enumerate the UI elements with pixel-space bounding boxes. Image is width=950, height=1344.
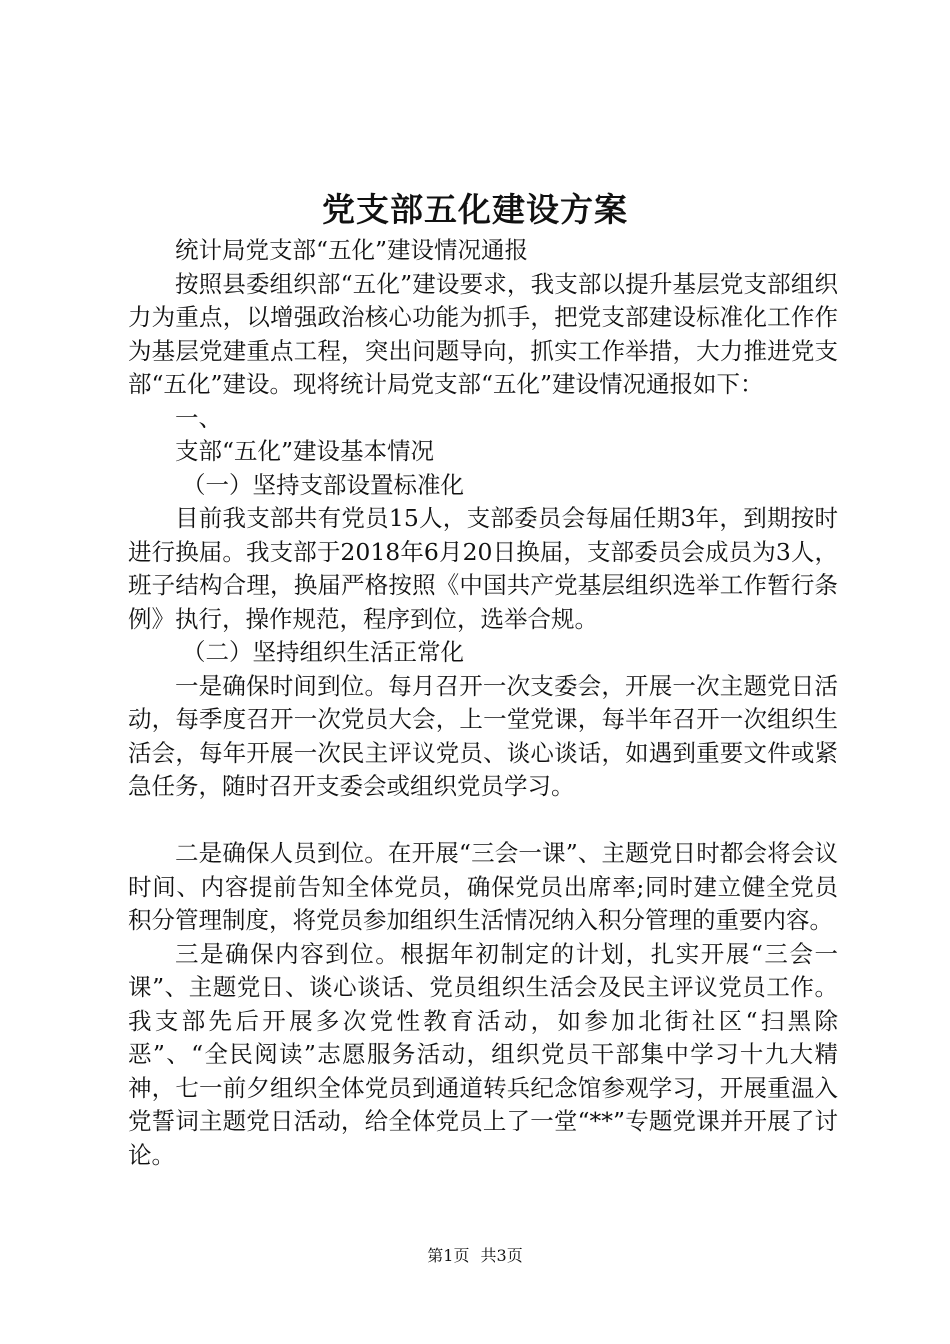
paragraph-content: 三是确保内容到位。根据年初制定的计划，扎实开展“三会一课”、主题党日、谈心谈话、党员组织生活会及民主评议党员工作。我支部先后开展多次党性教育活动，如参加北街社区“扫黑除恶”、“全民阅读”志愿服务活动，组织党员干部集中学习十九大精神，七一前夕组织全体党员到通道转兵纪念馆参观学习，开展重温入党誓词主题党日活动，给全体党员上了一堂“**”专题党课并开展了讨论。 [128, 939, 838, 1169]
document-body [128, 234, 838, 1172]
subsection-heading-2: （二）坚持组织生活正常化 [182, 638, 465, 666]
paragraph-report-heading: 统计局党支部“五化”建设情况通报 [175, 236, 529, 264]
section-number-one: 一、 [175, 403, 222, 432]
page-total: 共3页 [480, 1246, 523, 1265]
page-footer [0, 1243, 950, 1266]
document-title: 党支部五化建设方案 [322, 190, 628, 229]
paragraph-personnel: 二是确保人员到位。在开展“三会一课”、主题党日时都会将会议时间、内容提前告知全体党员，确保党员出席率;同时建立健全党员积分管理制度，将党员参加组织生活情况纳入积分管理的重要内容。 [128, 839, 838, 934]
blank-line [128, 804, 838, 838]
paragraph-standardization: 目前我支部共有党员15人，支部委员会每届任期3年，到期按时进行换届。我支部于2018年6月20日换届，支部委员会成员为3人，班子结构合理，换届严格按照《中国共产党基层组织选举工作暂行条例》执行，操作规范，程序到位，选举合规。 [128, 504, 838, 633]
paragraph-intro: 按照县委组织部“五化”建设要求，我支部以提升基层党支部组织力为重点，以增强政治核心功能为抓手，把党支部建设标准化工作作为基层党建重点工程，突出问题导向，抓实工作举措，大力推进党支部“五化”建设。现将统计局党支部“五化”建设情况通报如下： [128, 269, 838, 398]
page-number: 第1页 [427, 1246, 470, 1265]
paragraph-time: 一是确保时间到位。每月召开一次支委会，开展一次主题党日活动，每季度召开一次党员大会，上一堂党课，每半年召开一次组织生活会，每年开展一次民主评议党员、谈心谈话，如遇到重要文件或紧急任务，随时召开支委会或组织党员学习。 [128, 671, 838, 800]
section-heading-basic-situation: 支部“五化”建设基本情况 [175, 437, 435, 465]
subsection-heading-1: （一）坚持支部设置标准化 [182, 470, 465, 499]
